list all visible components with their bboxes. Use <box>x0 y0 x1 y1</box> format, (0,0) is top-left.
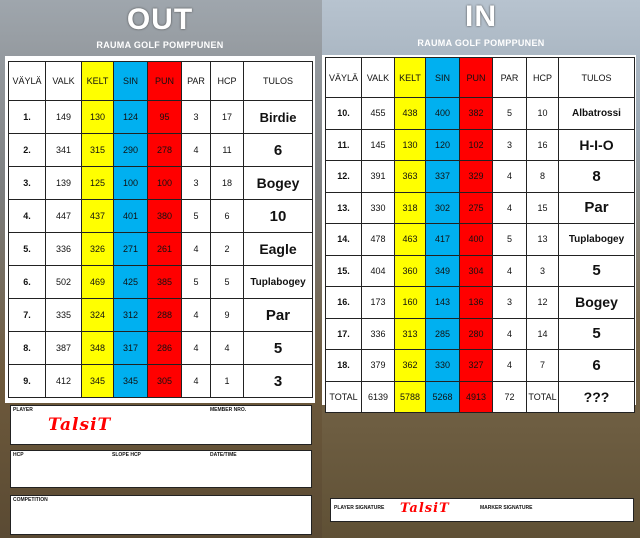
kelt-cell: 324 <box>82 299 114 332</box>
hcp-cell: 11 <box>211 134 244 167</box>
par-cell: 3 <box>493 129 527 161</box>
header-hole: VÄYLÄ <box>326 58 362 98</box>
par-cell: 4 <box>493 318 527 350</box>
valk-cell: 379 <box>362 350 395 382</box>
hcp-cell: 7 <box>527 350 559 382</box>
result-cell: Bogey <box>559 287 635 319</box>
total-valk: 6139 <box>362 381 395 413</box>
sin-cell: 120 <box>426 129 460 161</box>
kelt-cell: 360 <box>395 255 426 287</box>
sin-cell: 400 <box>426 98 460 130</box>
par-cell: 4 <box>493 192 527 224</box>
par-cell: 4 <box>182 299 211 332</box>
slope-hcp-label: SLOPE HCP <box>112 452 141 458</box>
valk-cell: 336 <box>46 233 82 266</box>
pun-cell: 100 <box>148 167 182 200</box>
header-row <box>9 62 313 101</box>
pun-cell: 288 <box>148 299 182 332</box>
sin-cell: 290 <box>114 134 148 167</box>
result-cell: 5 <box>559 318 635 350</box>
hcp-cell: 2 <box>211 233 244 266</box>
result-cell: 10 <box>244 200 313 233</box>
table-row <box>9 101 313 134</box>
pun-cell: 280 <box>460 318 493 350</box>
competition-field[interactable] <box>10 495 312 535</box>
header-kelt: KELT <box>82 62 114 101</box>
hole-cell: 9. <box>9 365 46 398</box>
kelt-cell: 438 <box>395 98 426 130</box>
pun-cell: 305 <box>148 365 182 398</box>
out-title: OUT <box>126 3 194 36</box>
result-cell: Par <box>559 192 635 224</box>
result-cell: Par <box>244 299 313 332</box>
kelt-cell: 363 <box>395 161 426 193</box>
valk-cell: 330 <box>362 192 395 224</box>
hcp-cell: 12 <box>527 287 559 319</box>
out-scorecard-table <box>8 61 313 398</box>
pun-cell: 95 <box>148 101 182 134</box>
valk-cell: 387 <box>46 332 82 365</box>
result-cell: 3 <box>244 365 313 398</box>
par-cell: 3 <box>182 101 211 134</box>
table-row <box>326 350 635 382</box>
player-label: PLAYER <box>13 407 33 413</box>
result-cell: Tuplabogey <box>559 224 635 256</box>
hcp-label: HCP <box>13 452 24 458</box>
valk-cell: 502 <box>46 266 82 299</box>
valk-cell: 149 <box>46 101 82 134</box>
header-tulos: TULOS <box>244 62 313 101</box>
valk-cell: 341 <box>46 134 82 167</box>
result-cell: 5 <box>244 332 313 365</box>
hcp-cell: 9 <box>211 299 244 332</box>
header-valk: VALK <box>46 62 82 101</box>
table-row <box>9 299 313 332</box>
hole-cell: 10. <box>326 98 362 130</box>
sin-cell: 124 <box>114 101 148 134</box>
hole-cell: 8. <box>9 332 46 365</box>
result-cell: Eagle <box>244 233 313 266</box>
kelt-cell: 469 <box>82 266 114 299</box>
table-row <box>326 161 635 193</box>
kelt-cell: 160 <box>395 287 426 319</box>
header-pun: PUN <box>460 58 493 98</box>
par-cell: 4 <box>493 161 527 193</box>
hcp-cell: 18 <box>211 167 244 200</box>
sin-cell: 312 <box>114 299 148 332</box>
hole-cell: 2. <box>9 134 46 167</box>
sin-cell: 317 <box>114 332 148 365</box>
pun-cell: 329 <box>460 161 493 193</box>
pun-cell: 278 <box>148 134 182 167</box>
hcp-cell: 17 <box>211 101 244 134</box>
par-cell: 4 <box>493 255 527 287</box>
kelt-cell: 130 <box>82 101 114 134</box>
valk-cell: 447 <box>46 200 82 233</box>
member-number-label: MEMBER NRO. <box>210 407 247 413</box>
hcp-cell: 1 <box>211 365 244 398</box>
table-row <box>326 318 635 350</box>
date-time-label: DATE/TIME <box>210 452 237 458</box>
kelt-cell: 125 <box>82 167 114 200</box>
hcp-cell: 16 <box>527 129 559 161</box>
hcp-cell: 4 <box>211 332 244 365</box>
hcp-cell: 14 <box>527 318 559 350</box>
par-cell: 3 <box>493 287 527 319</box>
header-par: PAR <box>182 62 211 101</box>
valk-cell: 412 <box>46 365 82 398</box>
table-row <box>326 192 635 224</box>
player-signature-label: PLAYER SIGNATURE <box>334 505 385 511</box>
sin-cell: 285 <box>426 318 460 350</box>
pun-cell: 286 <box>148 332 182 365</box>
hole-cell: 5. <box>9 233 46 266</box>
header-hcp: HCP <box>211 62 244 101</box>
total-label: TOTAL <box>326 381 362 413</box>
pun-cell: 304 <box>460 255 493 287</box>
player-signature-in: TalsiT <box>400 501 450 516</box>
par-cell: 5 <box>182 200 211 233</box>
valk-cell: 335 <box>46 299 82 332</box>
hcp-cell: 13 <box>527 224 559 256</box>
hcp-cell: 3 <box>527 255 559 287</box>
pun-cell: 380 <box>148 200 182 233</box>
competition-label: COMPETITION <box>13 497 48 503</box>
kelt-cell: 318 <box>395 192 426 224</box>
total-pun: 4913 <box>460 381 493 413</box>
pun-cell: 261 <box>148 233 182 266</box>
total-hcp-label: TOTAL <box>527 381 559 413</box>
table-row <box>326 129 635 161</box>
par-cell: 4 <box>182 332 211 365</box>
hcp-cell: 5 <box>211 266 244 299</box>
par-cell: 3 <box>182 167 211 200</box>
hole-cell: 7. <box>9 299 46 332</box>
pun-cell: 385 <box>148 266 182 299</box>
header-sin: SIN <box>426 58 460 98</box>
total-par: 72 <box>493 381 527 413</box>
kelt-cell: 348 <box>82 332 114 365</box>
par-cell: 4 <box>182 365 211 398</box>
hole-cell: 18. <box>326 350 362 382</box>
table-row <box>9 266 313 299</box>
result-cell: Birdie <box>244 101 313 134</box>
in-scorecard-table <box>325 57 635 413</box>
result-cell: Bogey <box>244 167 313 200</box>
hole-cell: 17. <box>326 318 362 350</box>
hole-cell: 3. <box>9 167 46 200</box>
table-row <box>9 167 313 200</box>
total-result: ??? <box>559 381 635 413</box>
header-pun: PUN <box>148 62 182 101</box>
hole-cell: 12. <box>326 161 362 193</box>
total-row <box>326 381 635 413</box>
kelt-cell: 362 <box>395 350 426 382</box>
kelt-cell: 326 <box>82 233 114 266</box>
result-cell: 8 <box>559 161 635 193</box>
pun-cell: 382 <box>460 98 493 130</box>
hole-cell: 16. <box>326 287 362 319</box>
table-row <box>326 255 635 287</box>
player-signature-out: TalsiT <box>48 415 112 435</box>
kelt-cell: 463 <box>395 224 426 256</box>
hole-cell: 1. <box>9 101 46 134</box>
header-par: PAR <box>493 58 527 98</box>
table-row <box>9 200 313 233</box>
valk-cell: 391 <box>362 161 395 193</box>
par-cell: 5 <box>493 224 527 256</box>
sin-cell: 349 <box>426 255 460 287</box>
table-row <box>9 134 313 167</box>
par-cell: 4 <box>182 233 211 266</box>
header-tulos: TULOS <box>559 58 635 98</box>
pun-cell: 400 <box>460 224 493 256</box>
table-row <box>9 332 313 365</box>
result-cell: H-I-O <box>559 129 635 161</box>
par-cell: 4 <box>182 134 211 167</box>
total-kelt: 5788 <box>395 381 426 413</box>
hole-cell: 13. <box>326 192 362 224</box>
result-cell: 6 <box>559 350 635 382</box>
sin-cell: 330 <box>426 350 460 382</box>
sin-cell: 417 <box>426 224 460 256</box>
par-cell: 5 <box>182 266 211 299</box>
valk-cell: 478 <box>362 224 395 256</box>
header-row <box>326 58 635 98</box>
sin-cell: 337 <box>426 161 460 193</box>
table-row <box>326 287 635 319</box>
kelt-cell: 130 <box>395 129 426 161</box>
result-cell: 5 <box>559 255 635 287</box>
valk-cell: 455 <box>362 98 395 130</box>
table-row <box>9 233 313 266</box>
result-cell: Albatrossi <box>559 98 635 130</box>
kelt-cell: 437 <box>82 200 114 233</box>
marker-signature-label: MARKER SIGNATURE <box>480 505 533 511</box>
out-subtitle: RAUMA GOLF POMPPUNEN <box>96 40 224 50</box>
sin-cell: 425 <box>114 266 148 299</box>
hole-cell: 11. <box>326 129 362 161</box>
sin-cell: 302 <box>426 192 460 224</box>
sin-cell: 345 <box>114 365 148 398</box>
hole-cell: 14. <box>326 224 362 256</box>
table-row <box>326 98 635 130</box>
hcp-cell: 8 <box>527 161 559 193</box>
kelt-cell: 313 <box>395 318 426 350</box>
table-row <box>9 365 313 398</box>
hole-cell: 6. <box>9 266 46 299</box>
kelt-cell: 345 <box>82 365 114 398</box>
valk-cell: 139 <box>46 167 82 200</box>
sin-cell: 271 <box>114 233 148 266</box>
hcp-cell: 10 <box>527 98 559 130</box>
header-valk: VALK <box>362 58 395 98</box>
sin-cell: 100 <box>114 167 148 200</box>
hole-cell: 4. <box>9 200 46 233</box>
in-subtitle: RAUMA GOLF POMPPUNEN <box>417 38 545 48</box>
pun-cell: 102 <box>460 129 493 161</box>
valk-cell: 173 <box>362 287 395 319</box>
par-cell: 5 <box>493 98 527 130</box>
sin-cell: 143 <box>426 287 460 319</box>
sin-cell: 401 <box>114 200 148 233</box>
header-hole: VÄYLÄ <box>9 62 46 101</box>
hole-cell: 15. <box>326 255 362 287</box>
in-title: IN <box>465 0 497 33</box>
pun-cell: 327 <box>460 350 493 382</box>
valk-cell: 336 <box>362 318 395 350</box>
result-cell: 6 <box>244 134 313 167</box>
kelt-cell: 315 <box>82 134 114 167</box>
header-kelt: KELT <box>395 58 426 98</box>
hcp-cell: 15 <box>527 192 559 224</box>
result-cell: Tuplabogey <box>244 266 313 299</box>
hcp-cell: 6 <box>211 200 244 233</box>
header-sin: SIN <box>114 62 148 101</box>
hcp-field[interactable] <box>10 450 312 488</box>
table-row <box>326 224 635 256</box>
valk-cell: 145 <box>362 129 395 161</box>
valk-cell: 404 <box>362 255 395 287</box>
header-hcp: HCP <box>527 58 559 98</box>
par-cell: 4 <box>493 350 527 382</box>
pun-cell: 136 <box>460 287 493 319</box>
total-sin: 5268 <box>426 381 460 413</box>
pun-cell: 275 <box>460 192 493 224</box>
